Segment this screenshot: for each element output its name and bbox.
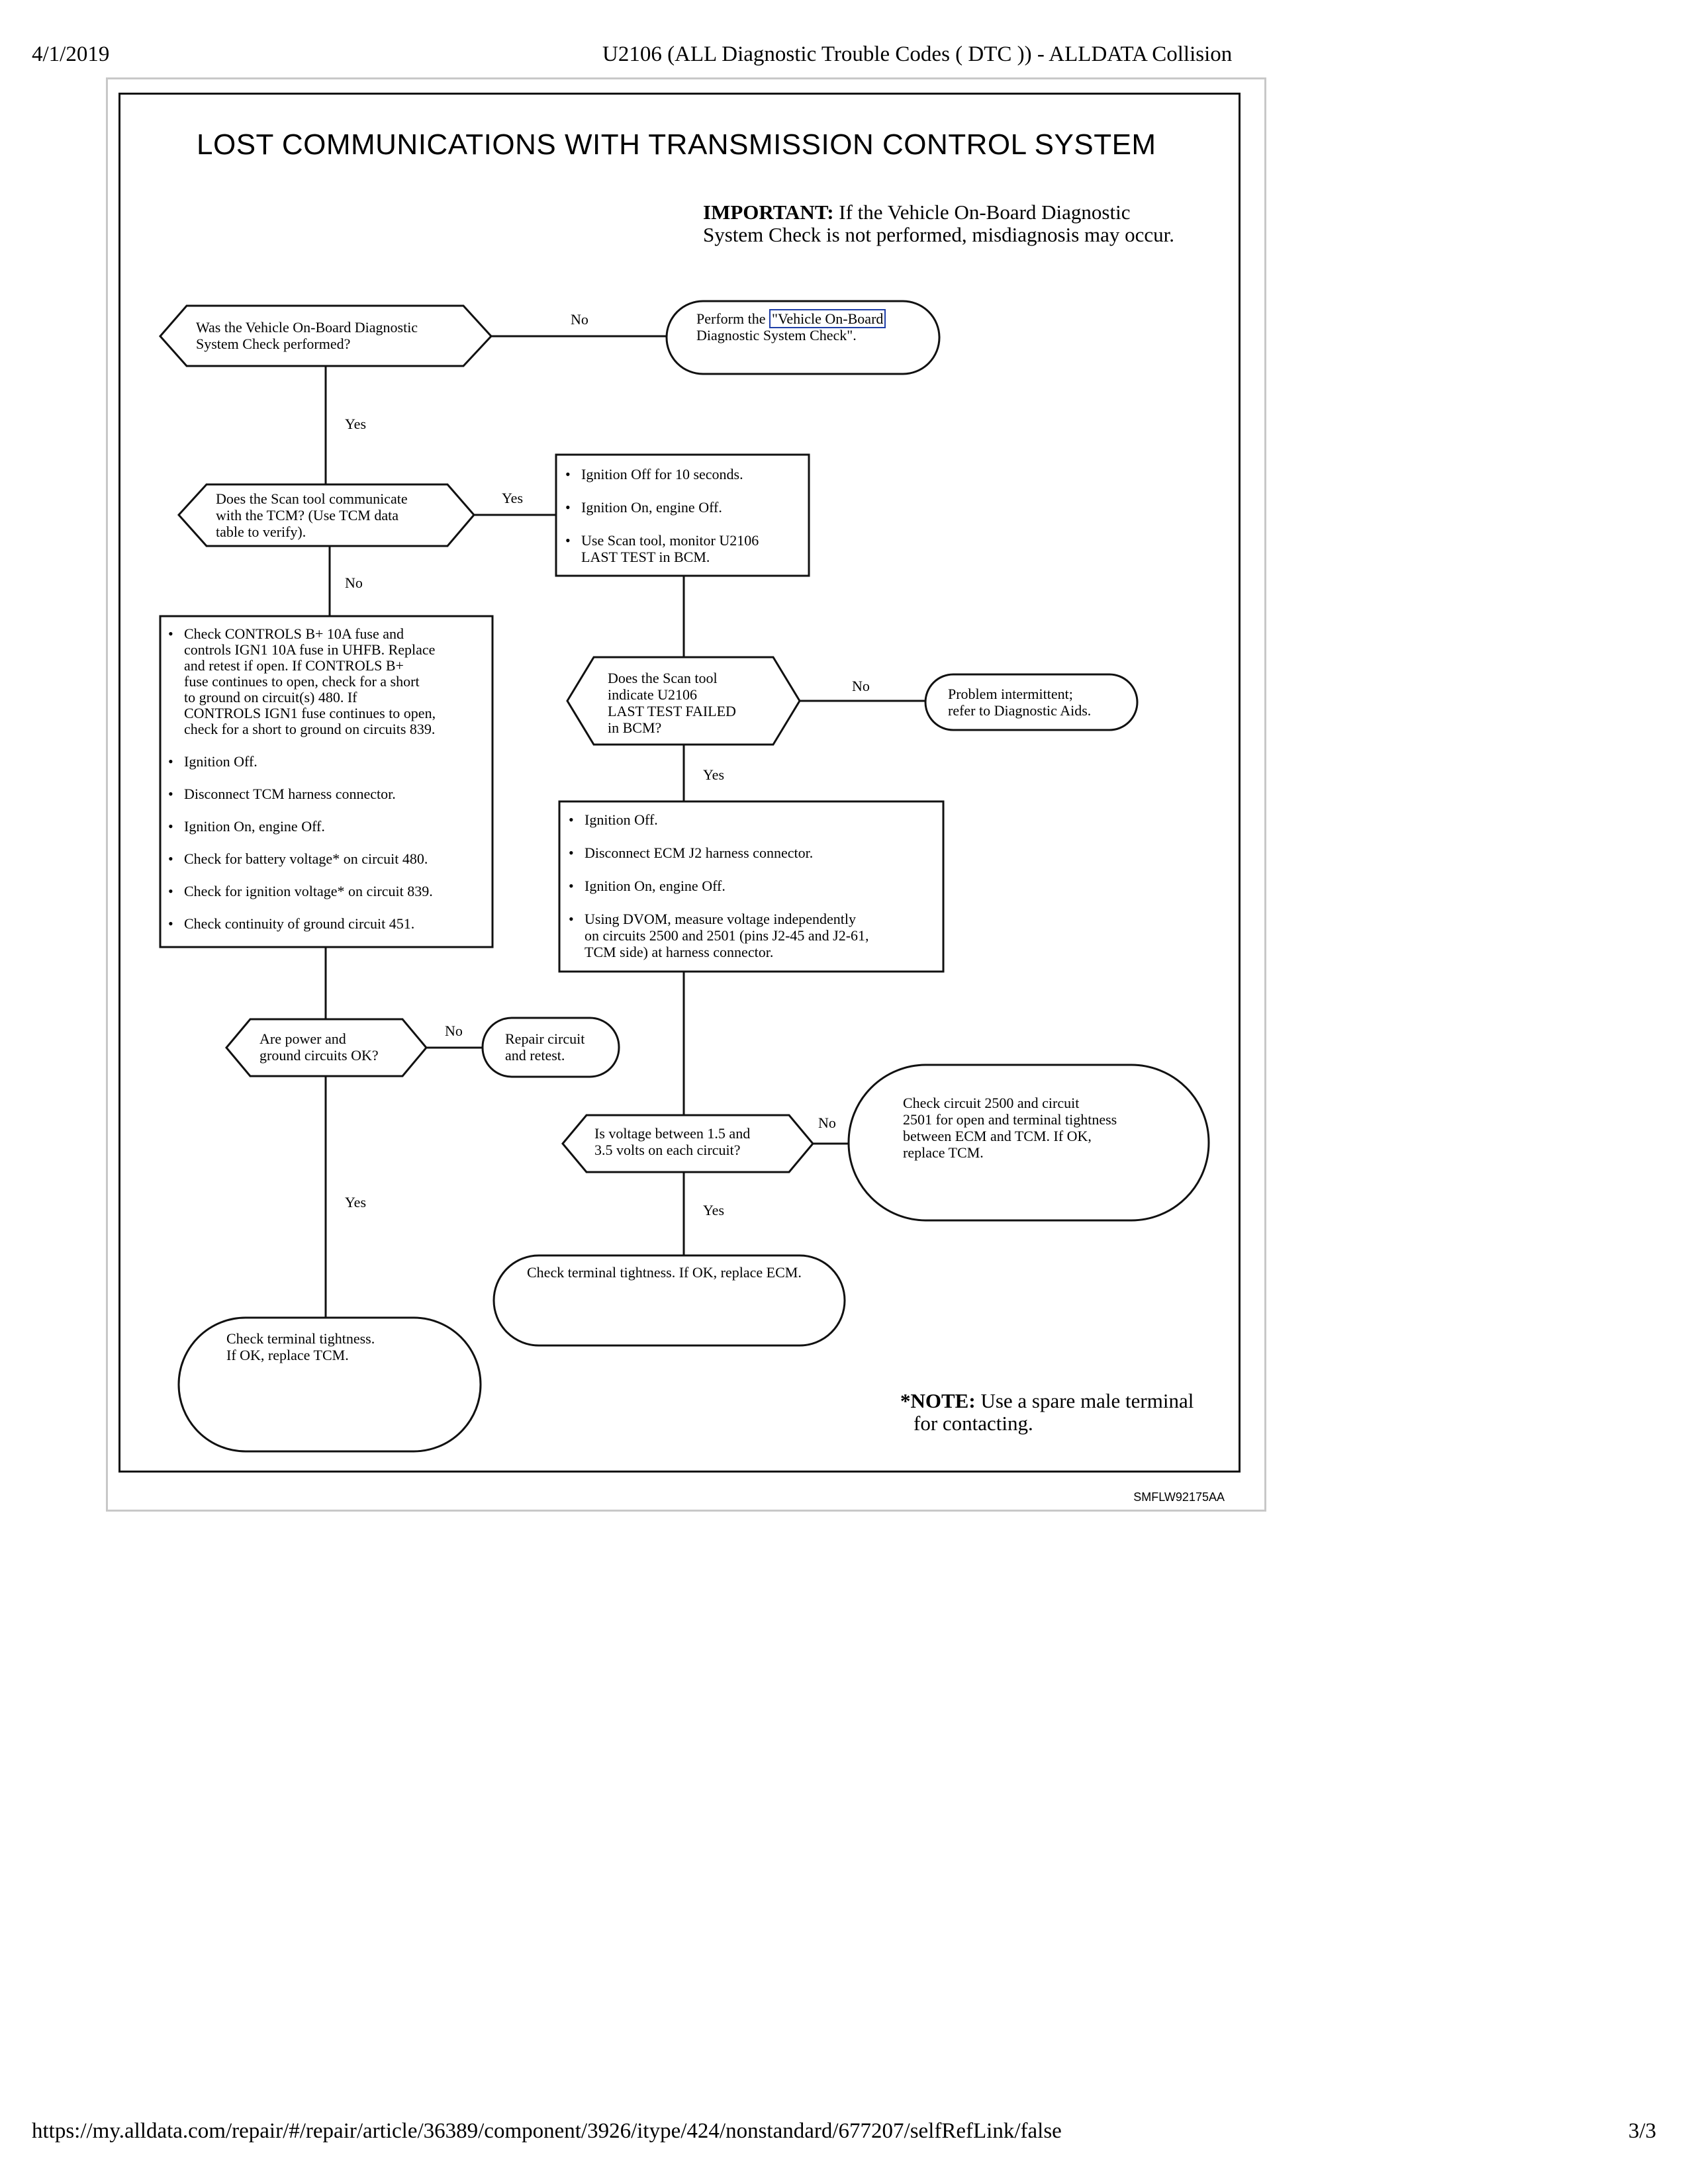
intermittent-line1: Problem intermittent; xyxy=(948,686,1073,702)
box2-step: • Check for battery voltage* on circuit 480. xyxy=(165,851,436,867)
q2-line1: Does the Scan tool communicate xyxy=(216,490,408,507)
box2-step: • Disconnect TCM harness connector. xyxy=(165,786,436,802)
figure-code: SMFLW92175AA xyxy=(1133,1490,1225,1504)
q1-line1: Was the Vehicle On-Board Diagnostic xyxy=(196,319,418,336)
label-no: No xyxy=(852,678,870,694)
box2-step: • Ignition On, engine Off. xyxy=(165,819,436,835)
q3-line4: in BCM? xyxy=(608,719,662,736)
page-header-title: U2106 (ALL Diagnostic Trouble Codes ( DTC )) - ALLDATA Collision xyxy=(602,42,1233,66)
q4-line1: Are power and xyxy=(259,1030,346,1047)
label-no: No xyxy=(445,1023,463,1039)
label-yes: Yes xyxy=(345,1194,367,1210)
check2500-line2: 2501 for open and terminal tightness xyxy=(903,1111,1117,1128)
q3-line1: Does the Scan tool xyxy=(608,670,718,686)
box3-step: • Ignition On, engine Off. xyxy=(566,878,869,894)
replace-tcm-line2: If OK, replace TCM. xyxy=(226,1347,349,1363)
q3-line2: indicate U2106 xyxy=(608,686,698,703)
repair-line2: and retest. xyxy=(505,1047,565,1064)
label-no: No xyxy=(571,311,588,328)
important-line2: System Check is not performed, misdiagnosis may occur. xyxy=(703,223,1175,246)
check2500-line4: replace TCM. xyxy=(903,1144,984,1161)
decision-q2 xyxy=(216,490,408,540)
q5-line2: 3.5 volts on each circuit? xyxy=(594,1142,741,1158)
note-line1: Use a spare male terminal xyxy=(980,1389,1194,1412)
note xyxy=(900,1390,1194,1435)
label-yes: Yes xyxy=(703,766,725,783)
repair-line1: Repair circuit xyxy=(505,1030,585,1047)
q2-line2: with the TCM? (Use TCM data xyxy=(216,507,399,523)
box2-step: • Check for ignition voltage* on circuit 839. xyxy=(165,884,436,899)
box2-step: • Check CONTROLS B+ 10A fuse and controls IGN1 10A fuse in UHFB. Replace and retest if open. If CONTROLS B+ fuse continues to open, check for a short to ground on circuit(s) 480. If CONTROLS IGN1 fuse continues to open, check for a short to ground on circuits 839. xyxy=(165,626,436,737)
box3-step: • Disconnect ECM J2 harness connector. xyxy=(566,844,869,861)
process-box3-steps xyxy=(566,811,869,960)
process-box1-steps xyxy=(563,466,759,565)
decision-q3 xyxy=(608,670,736,736)
box2-step: • Ignition Off. xyxy=(165,754,436,770)
label-no: No xyxy=(818,1115,836,1131)
repair-circuit xyxy=(505,1030,585,1064)
print-date: 4/1/2019 xyxy=(32,42,110,66)
perform-prefix: Perform the xyxy=(696,310,766,327)
box1-step: • Ignition Off for 10 seconds. xyxy=(563,466,759,482)
q2-line3: table to verify). xyxy=(216,523,306,540)
diagram-title: LOST COMMUNICATIONS WITH TRANSMISSION CONTROL SYSTEM xyxy=(197,128,1156,161)
check2500-line1: Check circuit 2500 and circuit xyxy=(903,1095,1080,1111)
important-notice xyxy=(703,201,1174,246)
page-number: 3/3 xyxy=(1628,2119,1656,2143)
replace-ecm: Check terminal tightness. If OK, replace ECM. xyxy=(527,1264,802,1281)
q5-line1: Is voltage between 1.5 and xyxy=(594,1125,751,1142)
important-label: IMPORTANT: xyxy=(703,201,834,224)
label-yes: Yes xyxy=(703,1202,725,1218)
perform-check xyxy=(696,310,886,343)
box1-step: • Ignition On, engine Off. xyxy=(563,499,759,516)
check-circuit-2500 xyxy=(903,1095,1117,1161)
note-line2: for contacting. xyxy=(914,1412,1033,1435)
box3-step: • Ignition Off. xyxy=(566,811,869,828)
note-label: *NOTE: xyxy=(900,1389,976,1412)
box1-step: • Use Scan tool, monitor U2106 LAST TEST in BCM. xyxy=(563,532,759,565)
label-yes: Yes xyxy=(502,490,524,506)
q4-line2: ground circuits OK? xyxy=(259,1047,379,1064)
decision-q1 xyxy=(196,319,418,352)
decision-q4 xyxy=(259,1030,379,1064)
process-box2-steps xyxy=(165,626,436,932)
vehicle-onboard-check-link[interactable]: "Vehicle On-Board xyxy=(769,309,886,328)
box2-step: • Check continuity of ground circuit 451. xyxy=(165,916,436,932)
label-no: No xyxy=(345,574,363,591)
label-yes: Yes xyxy=(345,416,367,432)
intermittent-line2: refer to Diagnostic Aids. xyxy=(948,702,1092,719)
q1-line2: System Check performed? xyxy=(196,336,351,352)
replace-tcm-line1: Check terminal tightness. xyxy=(226,1330,375,1347)
replace-tcm xyxy=(226,1330,375,1363)
q3-line3: LAST TEST FAILED xyxy=(608,703,736,719)
check2500-line3: between ECM and TCM. If OK, xyxy=(903,1128,1092,1144)
important-line1: If the Vehicle On-Board Diagnostic xyxy=(839,201,1131,224)
problem-intermittent xyxy=(948,686,1091,719)
perform-line2: Diagnostic System Check". xyxy=(696,327,857,343)
page-url[interactable]: https://my.alldata.com/repair/#/repair/article/36389/component/3926/itype/424/nonstandard/677207/selfRefLink/false xyxy=(32,2119,1062,2143)
decision-q5 xyxy=(594,1125,750,1158)
box3-step: • Using DVOM, measure voltage independently on circuits 2500 and 2501 (pins J2-45 and J2-61, TCM side) at harness connector. xyxy=(566,911,869,960)
